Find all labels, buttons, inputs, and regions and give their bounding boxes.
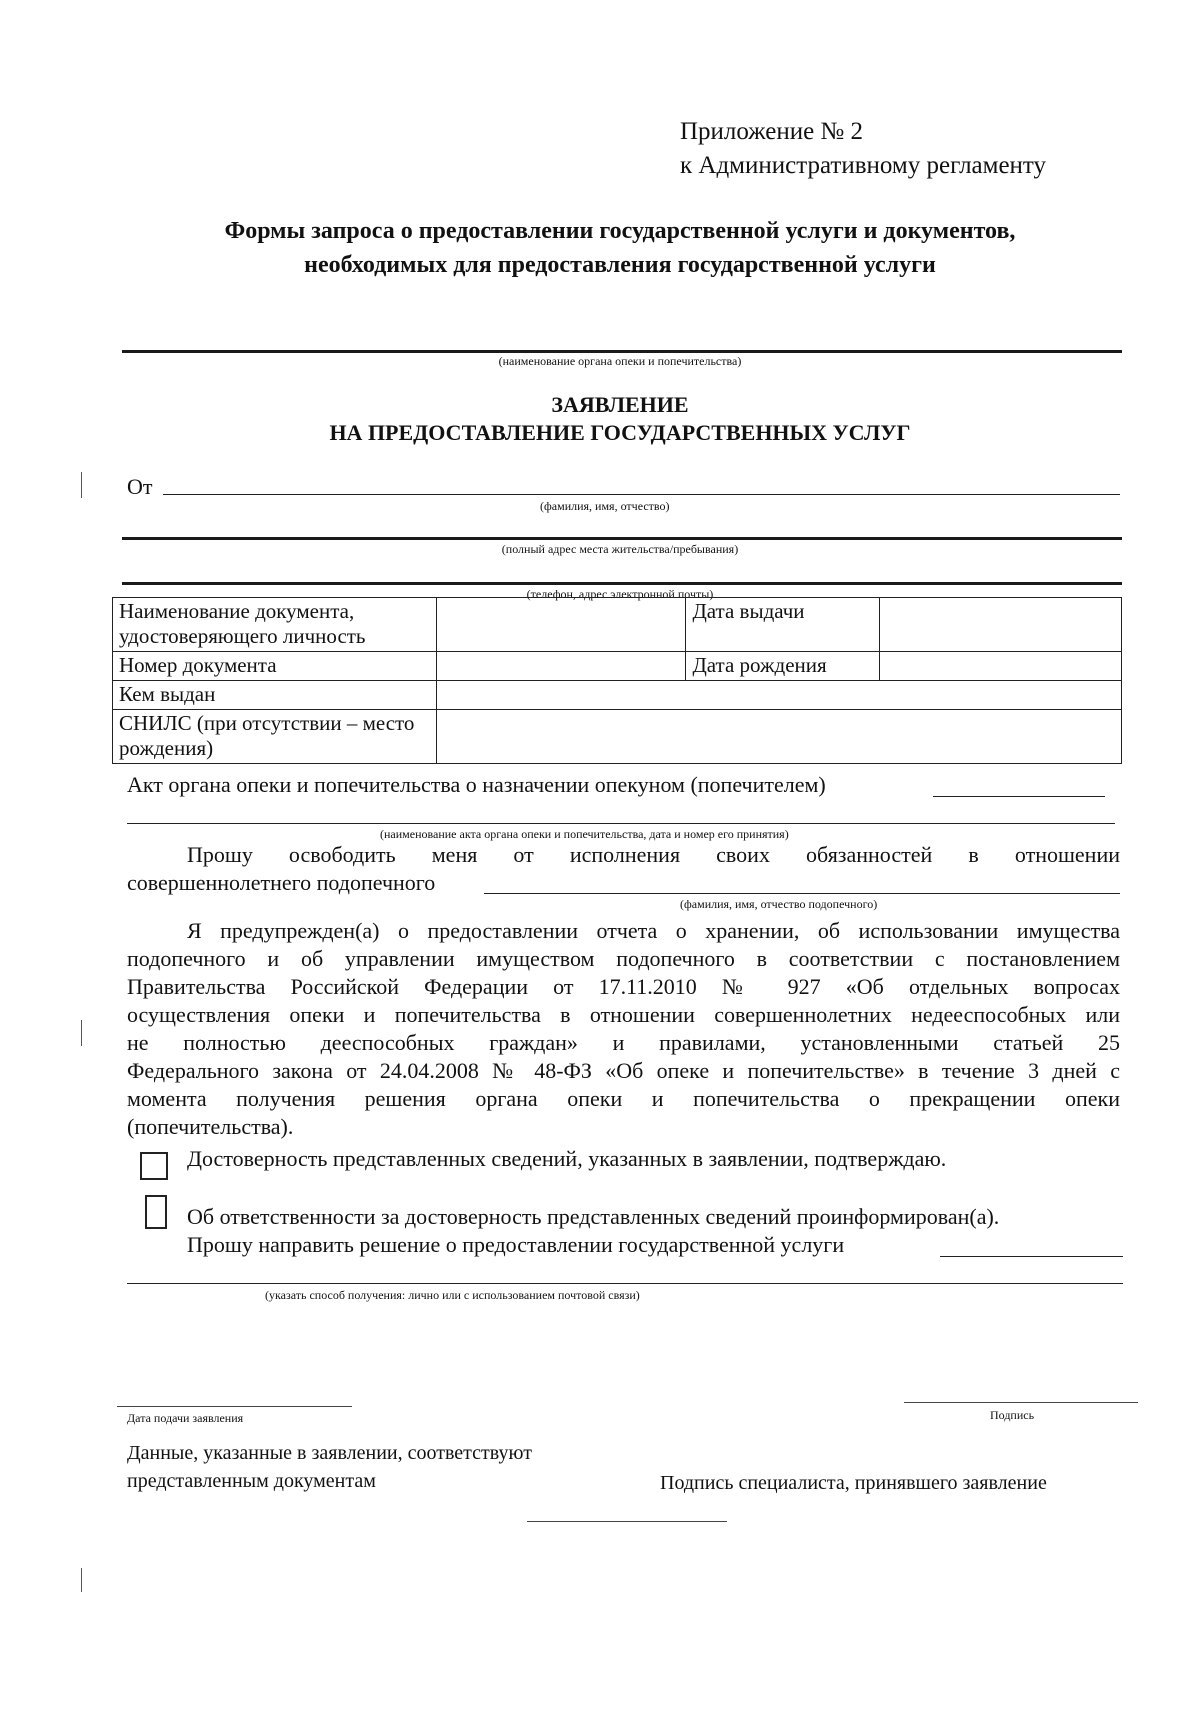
warning-line6: Федерального закона от 24.04.2008 № 48-ФЗ «Об опеке и попечительстве» в течение 3 дней с (127, 1058, 1120, 1083)
ward-name-caption: (фамилия, имя, отчество подопечного) (680, 897, 878, 911)
doc-name-cell[interactable] (436, 598, 686, 652)
contact-caption: (телефон, адрес электронной почты) (526, 587, 714, 601)
data-match-line2: представленным документам (127, 1470, 376, 1492)
ward-name-field[interactable] (484, 893, 1120, 894)
scan-mark (81, 472, 82, 498)
identity-document-table (112, 597, 1122, 764)
delivery-request: Прошу направить решение о предоставлении государственной услуги (187, 1232, 845, 1257)
warning-line4: осуществления опеки и попечительства в отношении совершеннолетних недееспособных или (127, 1002, 1120, 1027)
release-request-line1: Прошу освободить меня от исполнения своих обязанностей в отношении (187, 842, 1120, 867)
guardian-act-field[interactable] (933, 796, 1105, 797)
delivery-method-field[interactable] (940, 1256, 1123, 1257)
doc-number-label: Номер документа (113, 652, 437, 681)
organ-name-caption: (наименование органа опеки и попечительства) (498, 354, 742, 368)
warning-line8: (попечительства). (127, 1114, 294, 1139)
birth-date-label: Дата рождения (686, 652, 880, 681)
appendix-reference: к Административному регламенту (680, 152, 1047, 179)
applicant-signature-field[interactable] (904, 1402, 1138, 1403)
statement-heading: ЗАЯВЛЕНИЕ (551, 392, 689, 417)
warning-line5: не полностью дееспособных граждан» и правилами, установленными статьей 25 (127, 1030, 1120, 1055)
issue-date-label: Дата выдачи (686, 598, 880, 652)
accuracy-checkbox[interactable] (140, 1152, 168, 1180)
specialist-signature-label: Подпись специалиста, принявшего заявление (660, 1472, 1047, 1494)
responsibility-confirmation: Об ответственности за достоверность представленных сведений проинформирован(а). (187, 1204, 1000, 1229)
warning-line1: Я предупрежден(а) о предоставлении отчета о хранении, об использовании имущества (187, 918, 1120, 943)
applicant-name-field[interactable] (163, 494, 1120, 495)
submission-date-caption: Дата подачи заявления (127, 1411, 244, 1425)
snils-cell[interactable] (436, 710, 1121, 764)
delivery-method-field-continued[interactable] (127, 1283, 1123, 1284)
scan-mark (81, 1020, 82, 1046)
address-field[interactable] (122, 537, 1122, 540)
birth-date-cell[interactable] (880, 652, 1122, 681)
specialist-signature-field[interactable] (527, 1521, 727, 1522)
accuracy-confirmation: Достоверность представленных сведений, указанных в заявлении, подтверждаю. (187, 1146, 947, 1171)
submission-date-field[interactable] (117, 1406, 352, 1407)
statement-subheading: НА ПРЕДОСТАВЛЕНИЕ ГОСУДАРСТВЕННЫХ УСЛУГ (329, 420, 911, 445)
appendix-number: Приложение № 2 (680, 118, 864, 145)
release-request-line2: совершеннолетнего подопечного (127, 870, 436, 895)
warning-line7: момента получения решения органа опеки и попечительства о прекращении опеки (127, 1086, 1120, 1111)
warning-line3: Правительства Российской Федерации от 17.11.2010 № 927 «Об отдельных вопросах (127, 974, 1120, 999)
form-title-line1: Формы запроса о предоставлении государственной услуги и документов, (224, 218, 1016, 244)
issued-by-cell[interactable] (436, 681, 1121, 710)
issue-date-cell[interactable] (880, 598, 1122, 652)
applicant-signature-caption: Подпись (990, 1408, 1035, 1422)
guardian-act-label: Акт органа опеки и попечительства о назначении опекуном (попечителем) (127, 772, 826, 797)
applicant-name-caption: (фамилия, имя, отчество) (540, 499, 670, 513)
issued-by-label: Кем выдан (113, 681, 437, 710)
from-label: От (127, 474, 153, 499)
guardian-act-caption: (наименование акта органа опеки и попечительства, дата и номер его принятия) (380, 827, 789, 841)
address-caption: (полный адрес места жительства/пребывания) (501, 542, 739, 556)
scan-mark (81, 1568, 82, 1592)
contact-field[interactable] (122, 582, 1122, 585)
data-match-line1: Данные, указанные в заявлении, соответствуют (127, 1442, 532, 1464)
warning-line2: подопечного и об управлении имуществом подопечного в соответствии с постановлением (127, 946, 1120, 971)
doc-name-label: Наименование документа, удостоверяющего личность (113, 598, 437, 652)
organ-name-line (122, 350, 1122, 353)
delivery-caption: (указать способ получения: лично или с использованием почтовой связи) (265, 1288, 640, 1302)
doc-number-cell[interactable] (436, 652, 686, 681)
guardian-act-field-continued[interactable] (127, 823, 1115, 824)
form-title-line2: необходимых для предоставления государственной услуги (304, 252, 936, 278)
snils-label: СНИЛС (при отсутствии – место рождения) (113, 710, 437, 764)
responsibility-checkbox[interactable] (145, 1195, 167, 1229)
